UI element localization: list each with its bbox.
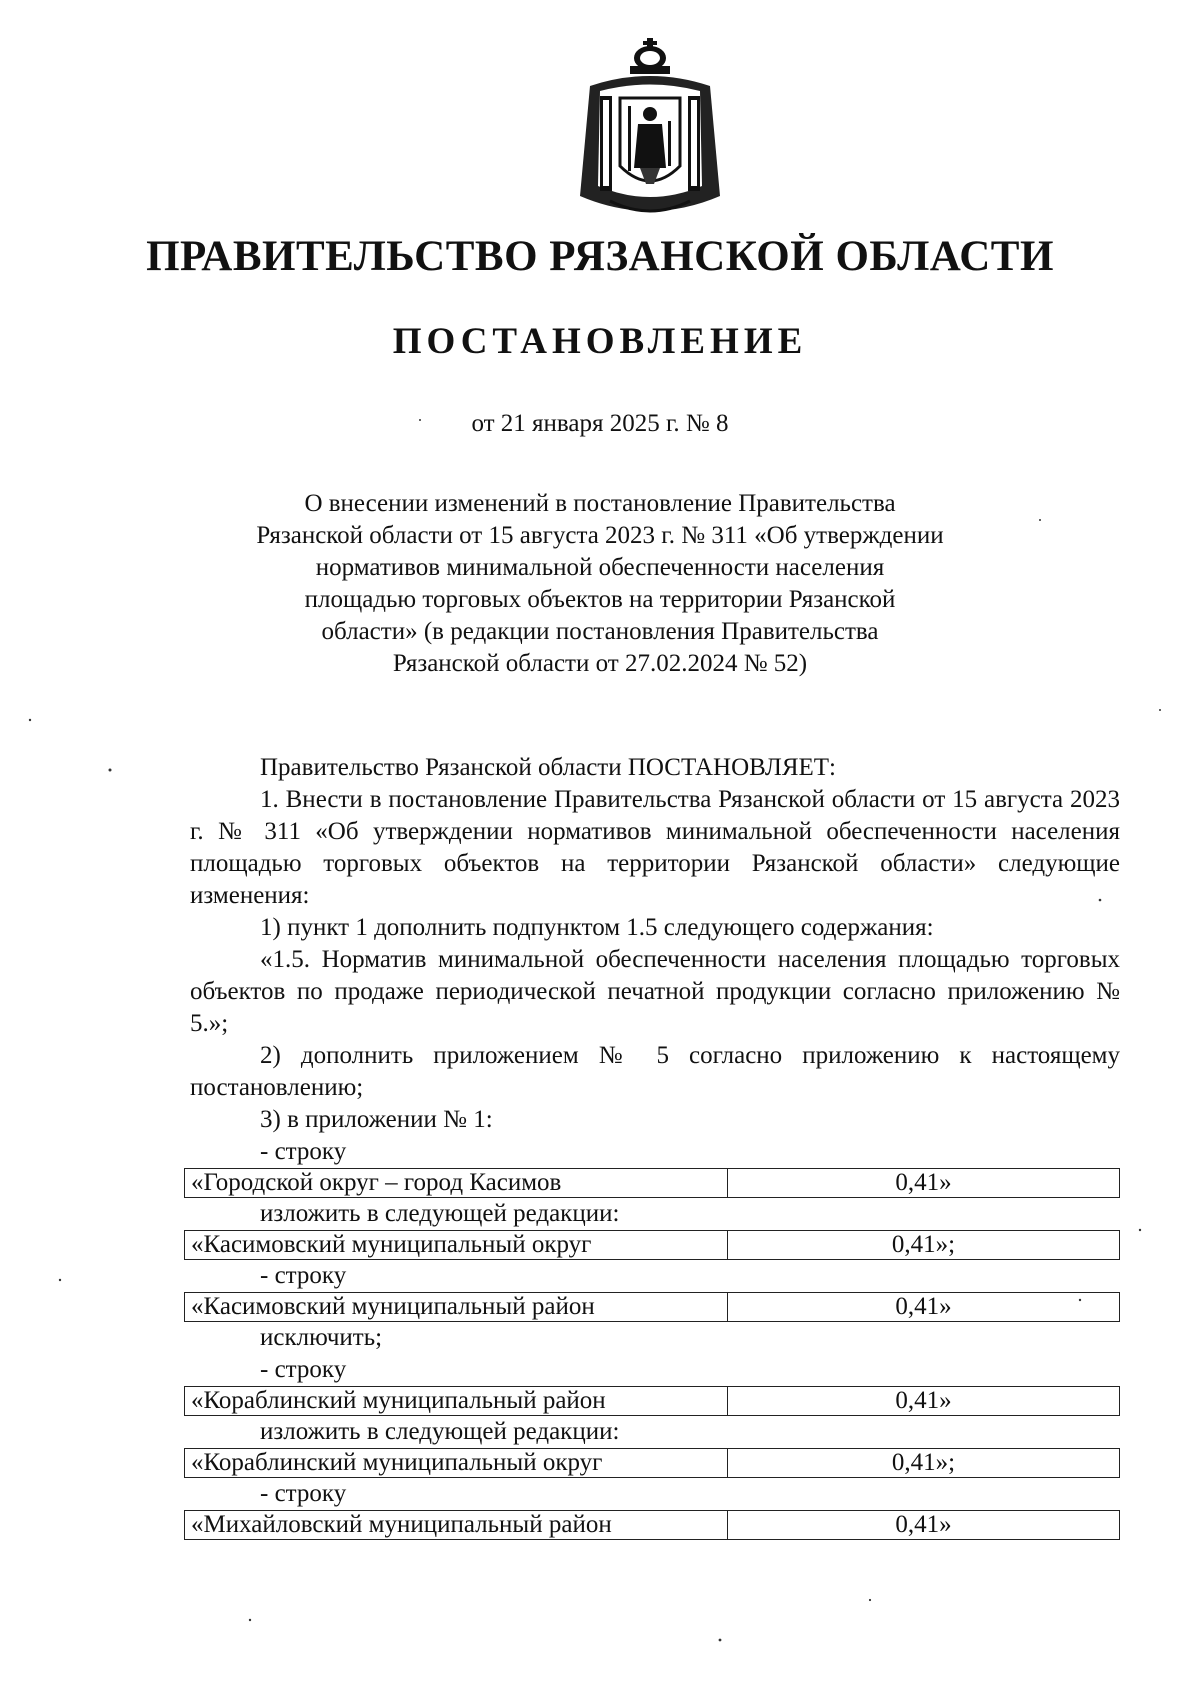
norm-value: 0,41» (728, 1511, 1120, 1540)
line-label: - строку (260, 1356, 347, 1383)
table-row (185, 1387, 1120, 1416)
edit-row-table (184, 1230, 1120, 1260)
norm-value: 0,41»; (728, 1231, 1120, 1260)
norm-value: 0,41» (728, 1169, 1120, 1198)
line-label: - строку (260, 1138, 347, 1165)
replace-label: изложить в следующей редакции: (260, 1200, 620, 1227)
subject-line: области» (в редакции постановления Правительства (321, 618, 879, 645)
exclude-label: исключить; (260, 1324, 383, 1351)
subject-line: Рязанской области от 15 августа 2023 г. № 311 «Об утверждении (256, 522, 944, 549)
table-row (185, 1449, 1120, 1478)
table-row (185, 1293, 1120, 1322)
subject-line: Рязанской области от 27.02.2024 № 52) (392, 650, 808, 677)
municipality-name: «Михайловский муниципальный район (185, 1511, 728, 1540)
edit-row-table (184, 1510, 1120, 1540)
subject-line: нормативов минимальной обеспеченности населения (315, 554, 885, 581)
coat-of-arms-icon (570, 36, 730, 236)
decree-date-number: от 21 января 2025 г. № 8 (471, 410, 729, 437)
municipality-name: «Кораблинский муниципальный округ (185, 1449, 728, 1478)
edit-row-table (184, 1448, 1120, 1478)
table-row (185, 1511, 1120, 1540)
edit-row-table (184, 1292, 1120, 1322)
subject-line: площадью торговых объектов на территории Рязанской (304, 586, 896, 613)
table-row (185, 1231, 1120, 1260)
line-label: - строку (260, 1480, 347, 1507)
subject-line: О внесении изменений в постановление Правительства (304, 490, 896, 517)
sub-item-3: 3) в приложении № 1: (260, 1106, 493, 1133)
sub-item-2: 2) дополнить приложением № 5 согласно приложению к настоящему постановлению; (190, 1042, 1120, 1101)
sub-item-1: 1) пункт 1 дополнить подпунктом 1.5 следующего содержания: (260, 914, 934, 941)
government-title: ПРАВИТЕЛЬСТВО РЯЗАНСКОЙ ОБЛАСТИ (146, 233, 1054, 280)
decree-subject (240, 488, 960, 680)
municipality-name: «Городской округ – город Касимов (185, 1169, 728, 1198)
norm-value: 0,41» (728, 1293, 1120, 1322)
municipality-name: «Кораблинский муниципальный район (185, 1387, 728, 1416)
table-row (185, 1169, 1120, 1198)
edit-row-table (184, 1168, 1120, 1198)
decree-body (190, 752, 1120, 1540)
sub-item-1-text: «1.5. Норматив минимальной обеспеченности населения площадью торговых объектов по продаже периодической печатной продукции согласно приложению № 5.»; (190, 946, 1120, 1037)
norm-value: 0,41»; (728, 1449, 1120, 1478)
decree-title: ПОСТАНОВЛЕНИЕ (392, 321, 808, 362)
municipality-name: «Касимовский муниципальный округ (185, 1231, 728, 1260)
municipality-name: «Касимовский муниципальный район (185, 1293, 728, 1322)
edit-row-table (184, 1386, 1120, 1416)
norm-value: 0,41» (728, 1387, 1120, 1416)
item-1-paragraph: 1. Внести в постановление Правительства Рязанской области от 15 августа 2023 г. № 311 «Об утверждении нормативов минимальной обеспеченности населения площадью торговых объектов на территории Рязанской области» следующие изменения: (190, 786, 1120, 909)
replace-label: изложить в следующей редакции: (260, 1418, 620, 1445)
intro-paragraph: Правительство Рязанской области ПОСТАНОВЛЯЕТ: (260, 754, 836, 781)
line-label: - строку (260, 1262, 347, 1289)
